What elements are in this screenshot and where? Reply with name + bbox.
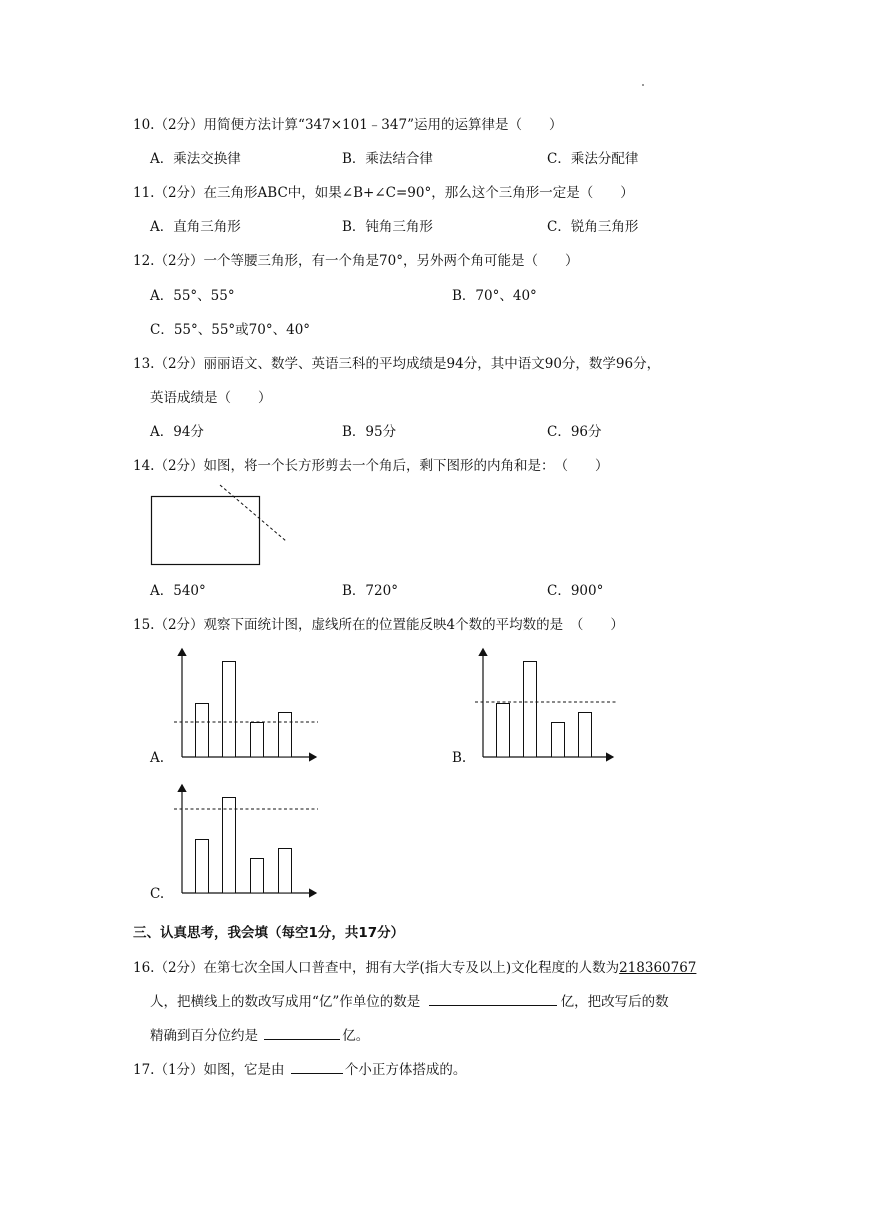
q13-option-c[interactable]: C．96分 xyxy=(547,424,602,440)
q15-stem: 15.（2分）观察下面统计图，虚线所在的位置能反映4个数的平均数的是 （ ） xyxy=(133,617,624,633)
q16-number: 218360767 xyxy=(619,960,697,976)
q17-text-b: 个小正方体搭成的。 xyxy=(344,1062,467,1078)
q13-stem-line2: 英语成绩是（ ） xyxy=(150,390,272,406)
chart-b-bar-1 xyxy=(497,704,510,758)
section-3-title: 三、认真思考，我会填（每空1分，共17分） xyxy=(133,925,405,941)
q16-line3 xyxy=(150,1024,369,1044)
chart-a xyxy=(174,649,318,757)
chart-c-bar-2 xyxy=(223,798,236,894)
q10-option-a[interactable]: A．乘法交换律 xyxy=(150,151,241,167)
q14-stem: 14.（2分）如图，将一个长方形剪去一个角后，剩下图形的内角和是： （ ） xyxy=(133,458,609,474)
chart-c-bar-4 xyxy=(279,849,292,894)
q16-line2-text-b: 亿，把改写后的数 xyxy=(560,994,669,1010)
q12-option-b[interactable]: B．70°、40° xyxy=(452,288,537,304)
chart-b-bar-3 xyxy=(552,723,565,758)
q12-option-a[interactable]: A．55°、55° xyxy=(150,288,235,304)
q12-stem: 12.（2分）一个等腰三角形，有一个角是70°，另外两个角可能是（ ） xyxy=(133,253,579,269)
q15-option-a[interactable]: A. xyxy=(150,750,165,766)
chart-b-bar-4 xyxy=(579,713,592,758)
q11-option-b[interactable]: B．钝角三角形 xyxy=(342,219,433,235)
q13-option-b[interactable]: B．95分 xyxy=(342,424,397,440)
chart-a-bar-3 xyxy=(251,723,264,758)
q16-answer-blank-1[interactable] xyxy=(429,991,557,1006)
q17-answer-blank[interactable] xyxy=(291,1059,343,1074)
q13-stem-line1: 13.（2分）丽丽语文、数学、英语三科的平均成绩是94分，其中语文90分，数学96分， xyxy=(133,356,661,372)
chart-a-bar-4 xyxy=(279,713,292,758)
q16-line3-text-b: 亿。 xyxy=(342,1028,370,1044)
q12-option-c[interactable]: C．55°、55°或70°、40° xyxy=(150,322,311,338)
q10-stem: 10.（2分）用简便方法计算“347×101﹣347”运用的运算律是（ ） xyxy=(133,117,563,133)
chart-a-bar-1 xyxy=(196,704,209,758)
chart-b xyxy=(475,649,617,757)
chart-c xyxy=(174,785,318,893)
q17-line xyxy=(133,1058,466,1078)
chart-c-bar-3 xyxy=(251,859,264,894)
q16-line2 xyxy=(150,990,669,1010)
q11-stem: 11.（2分）在三角形ABC中，如果∠B+∠C=90°，那么这个三角形一定是（ ） xyxy=(133,185,634,201)
q14-option-b[interactable]: B．720° xyxy=(342,583,398,599)
q16-line3-text-a: 精确到百分位约是 xyxy=(150,1028,258,1044)
q14-option-c[interactable]: C．900° xyxy=(547,583,604,599)
q16-line2-text-a: 人，把横线上的数改写成用“亿”作单位的数是 xyxy=(150,994,421,1010)
q14-option-a[interactable]: A．540° xyxy=(150,583,206,599)
q15-option-b[interactable]: B. xyxy=(452,750,467,766)
q16-answer-blank-2[interactable] xyxy=(264,1025,340,1040)
q16-line1 xyxy=(133,956,696,976)
q10-option-c[interactable]: C．乘法分配律 xyxy=(547,151,639,167)
q13-option-a[interactable]: A．94分 xyxy=(150,424,204,440)
q17-text-a: 17.（1分）如图，它是由 xyxy=(133,1062,285,1078)
q11-option-c[interactable]: C．锐角三角形 xyxy=(547,219,639,235)
q11-option-a[interactable]: A．直角三角形 xyxy=(150,219,241,235)
q16-line1-text: 16.（2分）在第七次全国人口普查中，拥有大学(指大专及以上)文化程度的人数为 xyxy=(133,960,620,976)
chart-a-bar-2 xyxy=(223,662,236,758)
q10-option-b[interactable]: B．乘法结合律 xyxy=(342,151,433,167)
q15-option-c[interactable]: C. xyxy=(150,886,165,902)
chart-b-bar-2 xyxy=(524,662,537,758)
chart-c-bar-1 xyxy=(196,840,209,894)
